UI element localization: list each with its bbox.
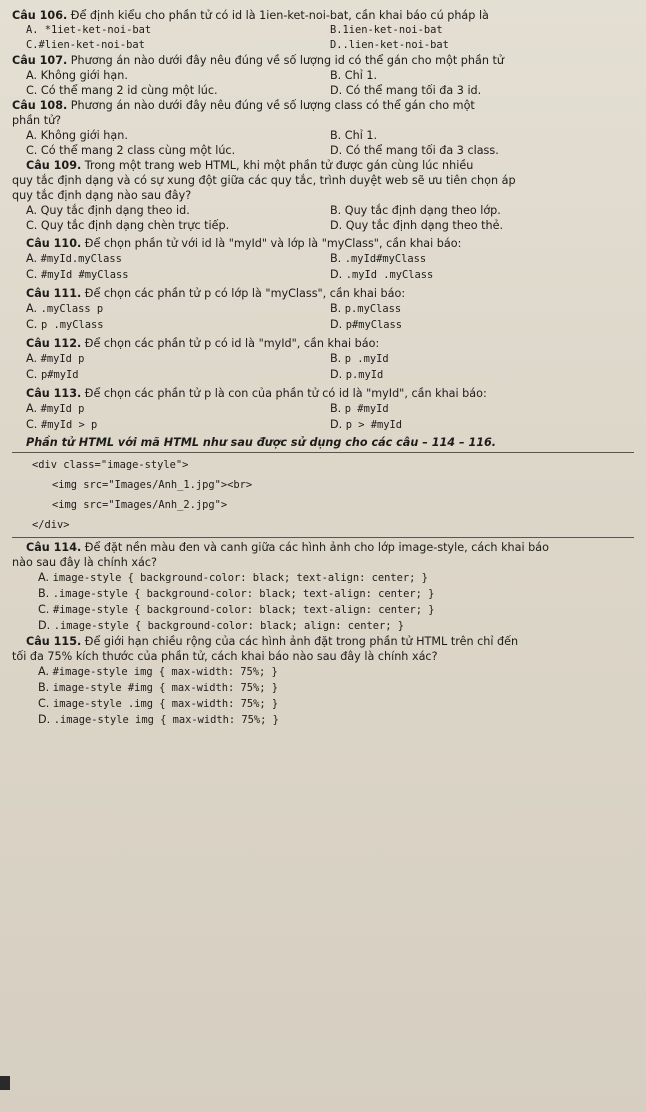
option-c-letter: C. [26, 318, 41, 331]
question-text: Để đặt nền màu đen và canh giữa các hình ảnh cho lớp image-style, cách khai báo [84, 541, 549, 554]
code-snippet [12, 452, 634, 538]
question-108 [12, 98, 634, 113]
option-a-letter: A. [26, 302, 41, 315]
option-a-letter: A. [38, 571, 53, 584]
options-row [12, 143, 634, 158]
question-115 [12, 634, 634, 649]
question-number: Câu 111. [26, 287, 82, 300]
option-b-letter: B. [330, 302, 345, 315]
question-number: Câu 113. [26, 387, 82, 400]
option-d-letter: D. [38, 619, 54, 632]
option-d-letter: D. [330, 318, 346, 331]
option-a-letter: A. [26, 252, 41, 265]
code-line: <img src="Images/Anh_2.jpg"> [52, 499, 228, 511]
option-d-letter: D. [330, 368, 346, 381]
question-text-continued: nào sau đây là chính xác? [12, 556, 157, 569]
option-b-letter: B. [330, 402, 345, 415]
options-row [12, 128, 634, 143]
option-b: p.myClass [344, 303, 402, 315]
option-c-letter: C. [26, 268, 41, 281]
question-text-continued: quy tắc định dạng nào sau đây? [12, 189, 192, 202]
option-b-letter: B. [330, 352, 345, 365]
question-text-continued: tối đa 75% kích thước của phần tử, cách khai báo nào sau đây là chính xác? [12, 650, 438, 663]
option-a: image-style { background-color: black; text-align: center; } [52, 572, 428, 584]
question-number: Câu 115. [26, 635, 82, 648]
options-row [12, 417, 634, 433]
option-a: #myId.myClass [40, 253, 122, 265]
question-106 [12, 8, 634, 23]
code-line: <div class="image-style"> [32, 459, 189, 471]
options-row [12, 38, 634, 53]
option-a: #myId p [40, 353, 85, 365]
option-d: p > #myId [345, 419, 403, 431]
option-a-letter: A. [38, 665, 53, 678]
option-a: A. Không giới hạn. [26, 69, 128, 82]
option-a: A. *1iet-ket-noi-bat [26, 24, 152, 36]
option-c: #image-style { background-color: black; text-align: center; } [52, 604, 435, 616]
question-number: Câu 109. [26, 159, 82, 172]
option-c: C. Có thể mang 2 class cùng một lúc. [26, 144, 236, 157]
option-b-letter: B. [38, 587, 53, 600]
option-d-letter: D. [330, 268, 346, 281]
question-text: Trong một trang web HTML, khi một phần tử được gán cùng lúc nhiều [84, 159, 474, 172]
options-row [12, 68, 634, 83]
options-row [12, 401, 634, 417]
question-text: Để chọn phần tử với id là "myId" và lớp là "myClass", cần khai báo: [84, 237, 462, 250]
option-a: A. Quy tắc định dạng theo id. [26, 204, 190, 217]
option-a-letter: A. [26, 402, 41, 415]
option-d-letter: D. [330, 418, 346, 431]
question-110 [12, 236, 634, 251]
option-c: C. Quy tắc định dạng chèn trực tiếp. [26, 219, 230, 232]
options-row [12, 351, 634, 367]
option-a: .myClass p [40, 303, 104, 315]
question-text: Để chọn các phần tử p có id là "myId", cần khai báo: [84, 337, 380, 350]
option-c: #myId #myClass [40, 269, 129, 281]
question-111 [12, 286, 634, 301]
option-b: B. Quy tắc định dạng theo lớp. [330, 204, 501, 217]
page-marker [0, 1076, 10, 1090]
option-d: D. Có thể mang tối đa 3 class. [330, 144, 499, 157]
question-109 [12, 158, 634, 173]
option-b: p #myId [344, 403, 389, 415]
question-number: Câu 108. [12, 99, 68, 112]
question-text-continued: quy tắc định dạng và có sự xung đột giữa các quy tắc, trình duyệt web sẽ ưu tiên chọn áp [12, 174, 516, 187]
option-d: p.myId [345, 369, 384, 381]
option-b: p .myId [344, 353, 389, 365]
question-112 [12, 336, 634, 351]
question-number: Câu 114. [26, 541, 82, 554]
options-row [12, 367, 634, 383]
question-text: Phương án nào dưới đây nêu đúng về số lượng class có thể gán cho một [70, 99, 475, 112]
option-b-letter: B. [38, 681, 53, 694]
question-number: Câu 107. [12, 54, 68, 67]
code-line: <img src="Images/Anh_1.jpg"><br> [52, 479, 253, 491]
option-d: .image-style img { max-width: 75%; } [53, 714, 279, 726]
option-d: p#myClass [345, 319, 403, 331]
option-a: #image-style img { max-width: 75%; } [52, 666, 278, 678]
options-row [12, 23, 634, 38]
question-number: Câu 110. [26, 237, 82, 250]
question-114 [12, 540, 634, 555]
option-c: p#myId [40, 369, 79, 381]
question-107 [12, 53, 634, 68]
option-c-letter: C. [26, 418, 41, 431]
option-a: #myId p [40, 403, 85, 415]
option-c: C.#lien-ket-noi-bat [26, 39, 145, 51]
option-b: B. Chỉ 1. [330, 69, 378, 82]
option-d: D. Có thể mang tối đa 3 id. [330, 84, 482, 97]
option-d-letter: D. [38, 713, 54, 726]
options-row [12, 301, 634, 317]
option-d: .image-style { background-color: black; align: center; } [53, 620, 405, 632]
option-c: image-style .img { max-width: 75%; } [52, 698, 279, 710]
option-d: .myId .myClass [345, 269, 434, 281]
option-b: .image-style { background-color: black; text-align: center; } [52, 588, 435, 600]
option-b: image-style #img { max-width: 75%; } [52, 682, 279, 694]
option-c: p .myClass [40, 319, 104, 331]
question-number: Câu 106. [12, 9, 68, 22]
option-c: C. Có thể mang 2 id cùng một lúc. [26, 84, 218, 97]
question-text-continued: phần tử? [12, 114, 62, 127]
options-row [12, 317, 634, 333]
question-text: Để chọn các phần tử p là con của phần tử có id là "myId", cần khai báo: [84, 387, 487, 400]
section-heading: Phần tử HTML với mã HTML như sau được sử dụng cho các câu – 114 – 116. [26, 436, 497, 449]
question-text: Phương án nào dưới đây nêu đúng về số lượng id có thể gán cho một phần tử [70, 54, 504, 67]
option-c-letter: C. [26, 368, 41, 381]
options-row [12, 203, 634, 218]
option-d: D..lien-ket-noi-bat [330, 39, 449, 51]
option-c-letter: C. [38, 697, 53, 710]
option-b: B. Chỉ 1. [330, 129, 378, 142]
option-d: D. Quy tắc định dạng theo thẻ. [330, 219, 504, 232]
option-a-letter: A. [26, 352, 41, 365]
option-c-letter: C. [38, 603, 53, 616]
code-line: </div> [32, 519, 70, 531]
options-row [12, 218, 634, 233]
question-113 [12, 386, 634, 401]
options-row [12, 267, 634, 283]
option-b: B.1ien-ket-noi-bat [330, 24, 443, 36]
options-row [12, 83, 634, 98]
question-text: Để chọn các phần tử p có lớp là "myClass", cần khai báo: [84, 287, 406, 300]
option-b: .myId#myClass [344, 253, 427, 265]
option-c: #myId > p [40, 419, 98, 431]
question-number: Câu 112. [26, 337, 82, 350]
options-row [12, 251, 634, 267]
question-text: Để định kiểu cho phần tử có id là 1ien-ket-noi-bat, cần khai báo cú pháp là [70, 9, 489, 22]
option-b-letter: B. [330, 252, 345, 265]
option-a: A. Không giới hạn. [26, 129, 128, 142]
question-text: Để giới hạn chiều rộng của các hình ảnh đặt trong phần tử HTML trên chỉ đến [84, 635, 519, 648]
